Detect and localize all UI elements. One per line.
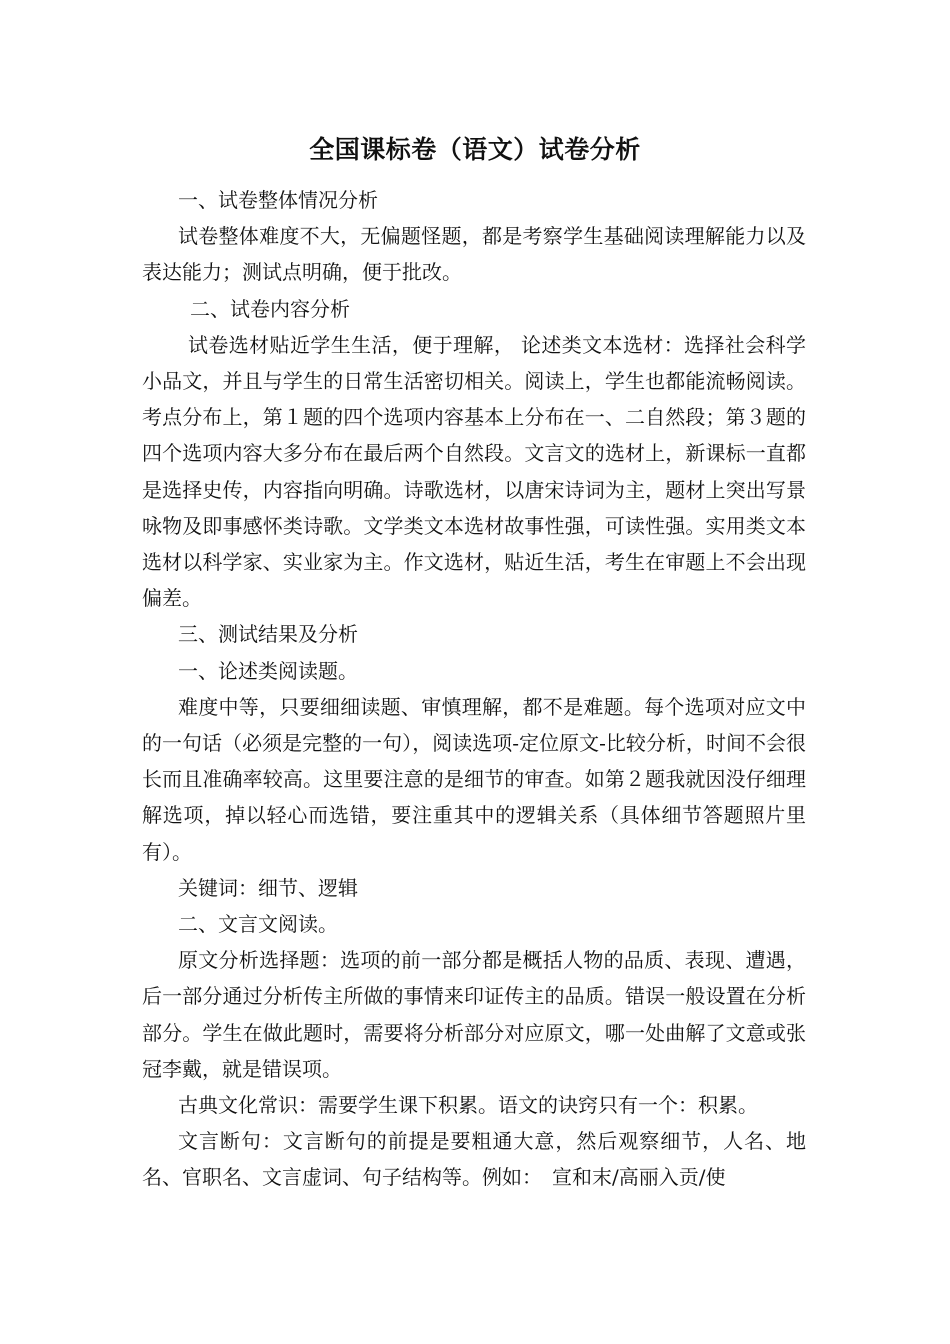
document-title: 全国课标卷（语文）试卷分析 [309, 135, 641, 164]
paragraph-classical-analysis: 原文分析选择题：选项的前一部分都是概括人物的品质、表现、遭遇，后一部分通过分析传主所做的事情来印证传主的品质。错误一般设置在分析部分。学生在做此题时，需要将分析部分对应原文，哪一处曲解了文意或张冠李戴，就是错误项。 [142, 948, 806, 1081]
paragraph-cultural-knowledge: 古典文化常识：需要学生课下积累。语文的诀窍只有一个：积累。 [178, 1093, 758, 1118]
document-body [142, 182, 806, 1196]
section-heading-content: 二、试卷内容分析 [190, 296, 350, 321]
keywords-line: 关键词：细节、逻辑 [178, 875, 358, 900]
paragraph-sentence-punctuation: 文言断句：文言断句的前提是要粗通大意，然后观察细节，人名、地名、官职名、文言虚词、句子结构等。例如： 宣和末/高丽入贡/使 [142, 1129, 806, 1190]
paragraph-content: 试卷选材贴近学生生活，便于理解， 论述类文本选材：选择社会科学小品文，并且与学生的日常生活密切相关。阅读上，学生也都能流畅阅读。考点分布上，第１题的四个选项内容基本上分布在一、二自然段；第３题的四个选项内容大多分布在最后两个自然段。文言文的选材上，新课标一直都是选择史传，内容指向明确。诗歌选材，以唐宋诗词为主，题材上突出写景咏物及即事感怀类诗歌。文学类文本选材故事性强，可读性强。实用类文本选材以科学家、实业家为主。作文选材，贴近生活，考生在审题上不会出现偏差。 [142, 332, 806, 611]
paragraph-overall: 试卷整体难度不大，无偏题怪题，都是考察学生基础阅读理解能力以及表达能力；测试点明确，便于批改。 [142, 224, 806, 285]
subheading-argumentative-reading: 一、论述类阅读题。 [178, 658, 358, 683]
paragraph-argumentative-reading: 难度中等，只要细细读题、审慎理解，都不是难题。每个选项对应文中的一句话（必须是完整的一句），阅读选项-定位原文-比较分析，时间不会很长而且准确率较高。这里要注意的是细节的审查。如第２题我就因没仔细理解选项，掉以轻心而选错，要注重其中的逻辑关系（具体细节答题照片里有）。 [142, 694, 806, 864]
section-heading-overall: 一、试卷整体情况分析 [178, 188, 378, 212]
subheading-classical-reading: 二、文言文阅读。 [178, 912, 338, 937]
section-heading-results: 三、测试结果及分析 [178, 622, 358, 647]
